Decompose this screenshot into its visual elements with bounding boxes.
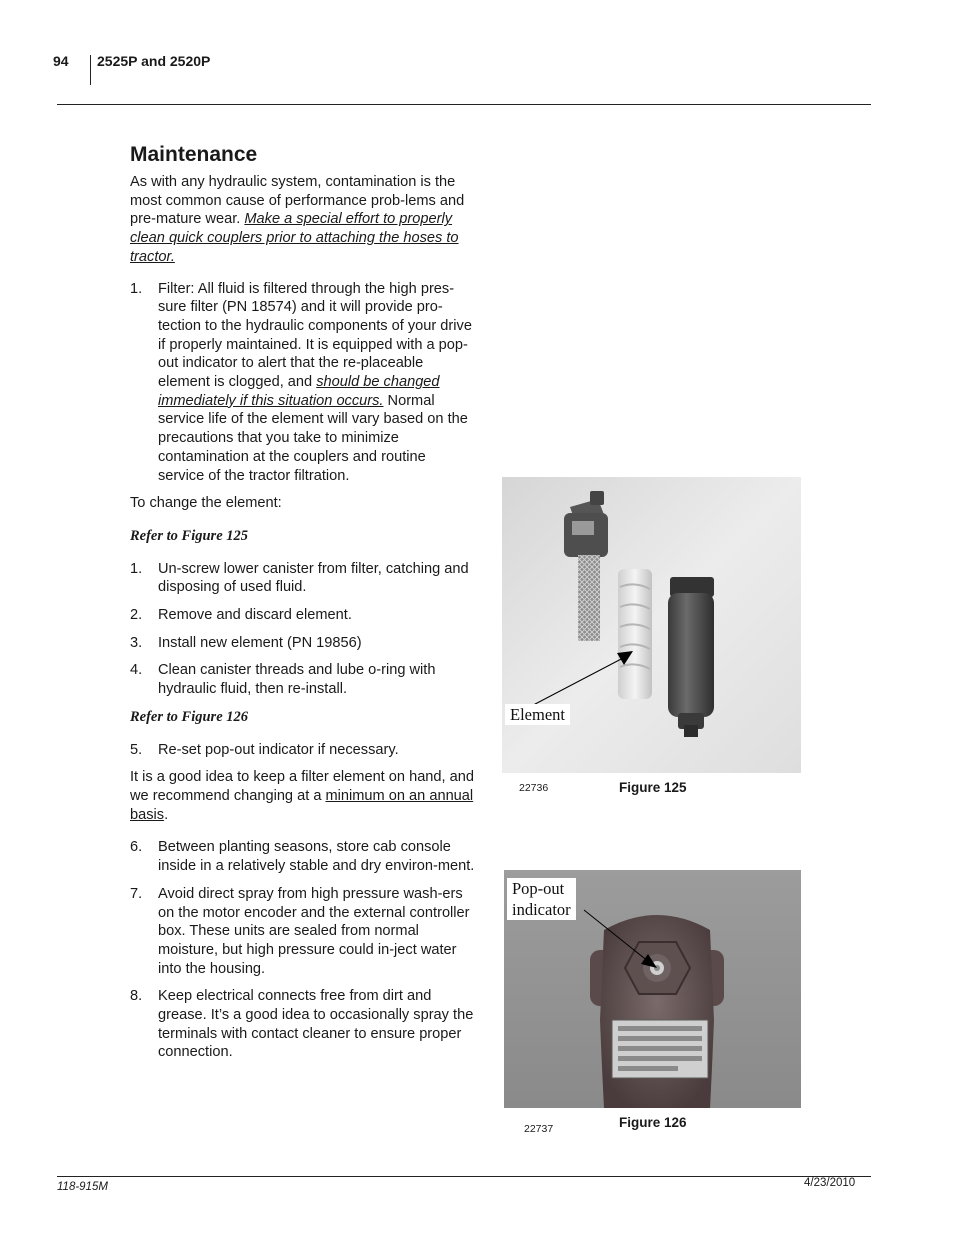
page-number: 94 bbox=[53, 53, 69, 69]
filter-list-item bbox=[130, 280, 475, 486]
item-number: 7. bbox=[130, 885, 143, 902]
element-callout: Element bbox=[505, 704, 570, 725]
intro-emphasis: Make a special effort to properly clean quick couplers prior to attaching the hoses to tractor. bbox=[130, 211, 459, 265]
filter-emphasis: should be changed immediately if this situation occurs. bbox=[158, 374, 440, 409]
advice-text: It is a good idea to keep a filter element on hand, and we recommend changing at a bbox=[130, 769, 475, 804]
item-text: Keep electrical connects free from dirt and grease. It’s a good idea to occasionally spray the terminals with contact cleaner to ensure proper connection. bbox=[158, 988, 474, 1061]
maintenance-section bbox=[130, 142, 475, 1062]
item-text: Clean canister threads and lube o-ring with hydraulic fluid, then re-install. bbox=[158, 662, 436, 698]
change-intro: To change the element: bbox=[130, 495, 282, 512]
footer-rule bbox=[57, 1176, 871, 1177]
item-text: Re-set pop-out indicator if necessary. bbox=[158, 741, 399, 758]
figure-125-caption: Figure 125 bbox=[619, 780, 687, 795]
list-item bbox=[130, 560, 475, 597]
intro-paragraph bbox=[130, 173, 475, 267]
item-number: 4. bbox=[130, 662, 143, 679]
header-divider bbox=[90, 55, 91, 85]
document-title: 2525P and 2520P bbox=[97, 53, 211, 69]
document-number: 118-915M bbox=[57, 1181, 108, 1193]
publication-date: 4/23/2010 bbox=[804, 1177, 856, 1189]
list-item bbox=[130, 741, 475, 760]
list-item bbox=[130, 661, 475, 698]
item-number: 5. bbox=[130, 741, 143, 758]
list-item bbox=[130, 987, 475, 1062]
item-text: Between planting seasons, store cab console inside in a relatively stable and dry environ-ment. bbox=[158, 839, 475, 875]
item-number: 1. bbox=[130, 560, 143, 577]
pop-out-indicator-callout bbox=[507, 878, 576, 920]
advice-end: . bbox=[164, 806, 169, 823]
list-item bbox=[130, 606, 475, 625]
refer-figure-126: Refer to Figure 126 bbox=[130, 708, 249, 725]
item-text: Remove and discard element. bbox=[158, 607, 352, 624]
list-item bbox=[130, 634, 475, 653]
filter-text-a: Filter: All fluid is filtered through the high pres-sure filter (PN 18574) and it will provide pro-tection to the hydraulic components of your drive if properly maintained. It is equipped with a pop-out indicator to alert that the re-placeable element is clogged, and bbox=[158, 280, 472, 391]
refer-figure-125: Refer to Figure 125 bbox=[130, 527, 249, 544]
item-text: Avoid direct spray from high pressure wash-ers on the motor encoder and the external controller box. These units are sealed from normal moisture, but high pressure could in-ject water into the housing. bbox=[158, 885, 470, 977]
list-item bbox=[130, 838, 475, 875]
filter-parts-illustration bbox=[502, 477, 801, 773]
item-number: 3. bbox=[130, 634, 143, 651]
filter-text-b: Normal service life of the element will vary based on the precautions that you take to minimize contamination at the couplers and routine service of the tractor filtration. bbox=[158, 392, 468, 484]
advice-underline: minimum on an annual basis bbox=[130, 787, 474, 823]
item-text: Install new element (PN 19856) bbox=[158, 634, 362, 651]
item-number: 8. bbox=[130, 988, 143, 1005]
header-rule bbox=[57, 104, 871, 105]
advice-paragraph bbox=[130, 768, 475, 824]
figure-125-photo bbox=[502, 477, 801, 773]
item-text: Un-screw lower canister from filter, catching and disposing of used fluid. bbox=[158, 560, 469, 596]
item-number: 6. bbox=[130, 839, 143, 856]
intro-text: As with any hydraulic system, contamination is the most common cause of performance prob-lems and pre-mature wear. bbox=[130, 174, 465, 228]
section-heading: Maintenance bbox=[130, 143, 258, 166]
figure-126-id: 22737 bbox=[524, 1123, 554, 1135]
figure-125-id: 22736 bbox=[519, 782, 549, 794]
item-number: 1. bbox=[130, 280, 143, 297]
callout-line: Pop-out bbox=[512, 879, 565, 898]
figure-126-caption: Figure 126 bbox=[619, 1115, 687, 1130]
list-item bbox=[130, 885, 475, 979]
item-number: 2. bbox=[130, 607, 143, 624]
callout-line: indicator bbox=[512, 900, 571, 919]
